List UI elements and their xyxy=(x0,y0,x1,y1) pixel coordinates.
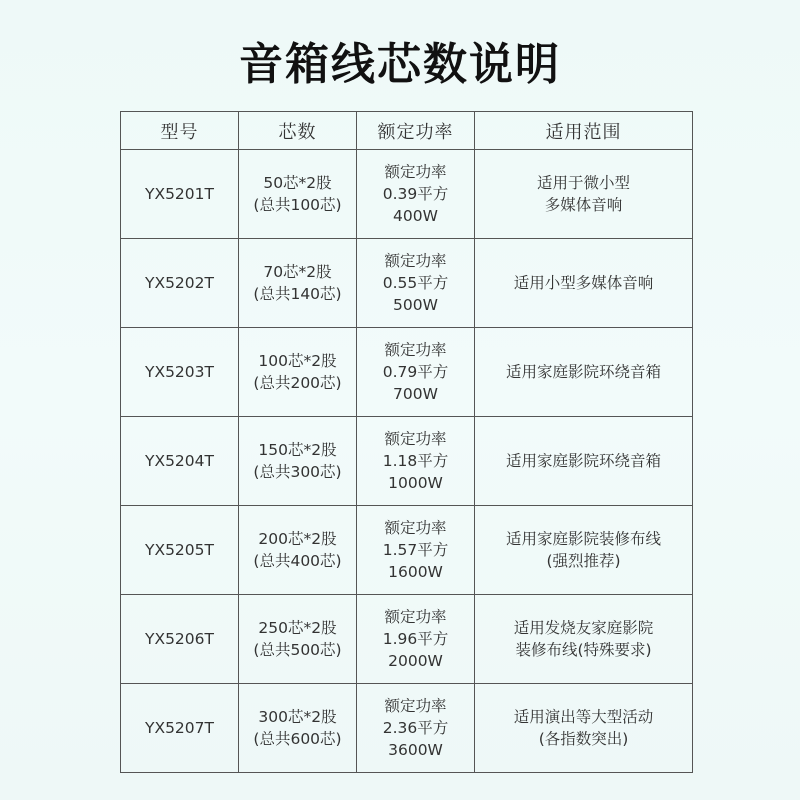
power-label: 额定功率 xyxy=(384,252,447,270)
usage-line: (各指数突出) xyxy=(538,730,629,748)
power-cell xyxy=(357,595,475,684)
cores-cell xyxy=(239,328,357,417)
header-power: 额定功率 xyxy=(357,112,475,150)
power-cell xyxy=(357,684,475,773)
table-row xyxy=(121,328,693,417)
cores-line: 100芯*2股 xyxy=(258,352,337,370)
model-cell: YX5206T xyxy=(121,595,239,684)
power-watt: 2000W xyxy=(388,652,443,670)
cores-line: 200芯*2股 xyxy=(258,530,337,548)
power-cell xyxy=(357,239,475,328)
usage-line: 适用于微小型 xyxy=(536,174,630,192)
power-cell xyxy=(357,506,475,595)
usage-cell xyxy=(475,239,693,328)
model-cell: YX5201T xyxy=(121,150,239,239)
header-model: 型号 xyxy=(121,112,239,150)
cores-total-line: (总共400芯) xyxy=(253,552,342,570)
usage-line: 适用小型多媒体音响 xyxy=(513,274,654,292)
cores-cell xyxy=(239,595,357,684)
cores-total-line: (总共600芯) xyxy=(253,730,342,748)
cores-line: 70芯*2股 xyxy=(263,263,332,281)
header-usage: 适用范围 xyxy=(475,112,693,150)
cores-line: 300芯*2股 xyxy=(258,708,337,726)
table-row xyxy=(121,595,693,684)
cores-line: 50芯*2股 xyxy=(263,174,332,192)
power-label: 额定功率 xyxy=(384,519,447,537)
power-watt: 500W xyxy=(393,296,438,314)
power-cell xyxy=(357,150,475,239)
usage-cell xyxy=(475,150,693,239)
power-label: 额定功率 xyxy=(384,341,447,359)
header-cores: 芯数 xyxy=(239,112,357,150)
power-watt: 3600W xyxy=(388,741,443,759)
model-cell: YX5204T xyxy=(121,417,239,506)
power-cell xyxy=(357,328,475,417)
model-cell: YX5207T xyxy=(121,684,239,773)
power-watt: 400W xyxy=(393,207,438,225)
cores-total-line: (总共140芯) xyxy=(253,285,342,303)
power-area: 2.36平方 xyxy=(382,719,449,737)
usage-line: 适用家庭影院装修布线 xyxy=(505,530,661,548)
power-area: 0.79平方 xyxy=(382,363,449,381)
cores-line: 250芯*2股 xyxy=(258,619,337,637)
power-area: 1.18平方 xyxy=(382,452,449,470)
power-area: 0.39平方 xyxy=(382,185,449,203)
power-label: 额定功率 xyxy=(384,608,447,626)
power-watt: 1000W xyxy=(388,474,443,492)
power-watt: 700W xyxy=(393,385,438,403)
model-cell: YX5203T xyxy=(121,328,239,417)
model-cell: YX5202T xyxy=(121,239,239,328)
usage-cell xyxy=(475,684,693,773)
power-watt: 1600W xyxy=(388,563,443,581)
cores-total-line: (总共500芯) xyxy=(253,641,342,659)
table-row xyxy=(121,150,693,239)
spec-table xyxy=(120,111,693,773)
cores-total-line: (总共300芯) xyxy=(253,463,342,481)
cores-cell xyxy=(239,684,357,773)
table-row xyxy=(121,239,693,328)
usage-cell xyxy=(475,595,693,684)
cores-cell xyxy=(239,506,357,595)
power-label: 额定功率 xyxy=(384,430,447,448)
usage-line: 多媒体音响 xyxy=(544,196,623,214)
table-row xyxy=(121,506,693,595)
cores-total-line: (总共100芯) xyxy=(253,196,342,214)
page-title: 音箱线芯数说明 xyxy=(239,39,561,90)
cores-line: 150芯*2股 xyxy=(258,441,337,459)
power-label: 额定功率 xyxy=(384,697,447,715)
usage-line: 适用家庭影院环绕音箱 xyxy=(505,452,661,470)
power-area: 1.96平方 xyxy=(382,630,449,648)
table-row xyxy=(121,417,693,506)
cores-cell xyxy=(239,417,357,506)
usage-cell xyxy=(475,328,693,417)
usage-cell xyxy=(475,506,693,595)
model-cell: YX5205T xyxy=(121,506,239,595)
power-area: 0.55平方 xyxy=(382,274,449,292)
usage-cell xyxy=(475,417,693,506)
usage-line: 装修布线(特殊要求) xyxy=(515,641,652,659)
usage-line: 适用家庭影院环绕音箱 xyxy=(505,363,661,381)
power-area: 1.57平方 xyxy=(382,541,449,559)
cores-cell xyxy=(239,239,357,328)
power-label: 额定功率 xyxy=(384,163,447,181)
usage-line: 适用演出等大型活动 xyxy=(513,708,654,726)
power-cell xyxy=(357,417,475,506)
table-header-row xyxy=(121,112,693,150)
cores-cell xyxy=(239,150,357,239)
usage-line: (强烈推荐) xyxy=(546,552,621,570)
cores-total-line: (总共200芯) xyxy=(253,374,342,392)
usage-line: 适用发烧友家庭影院 xyxy=(513,619,654,637)
table-row xyxy=(121,684,693,773)
